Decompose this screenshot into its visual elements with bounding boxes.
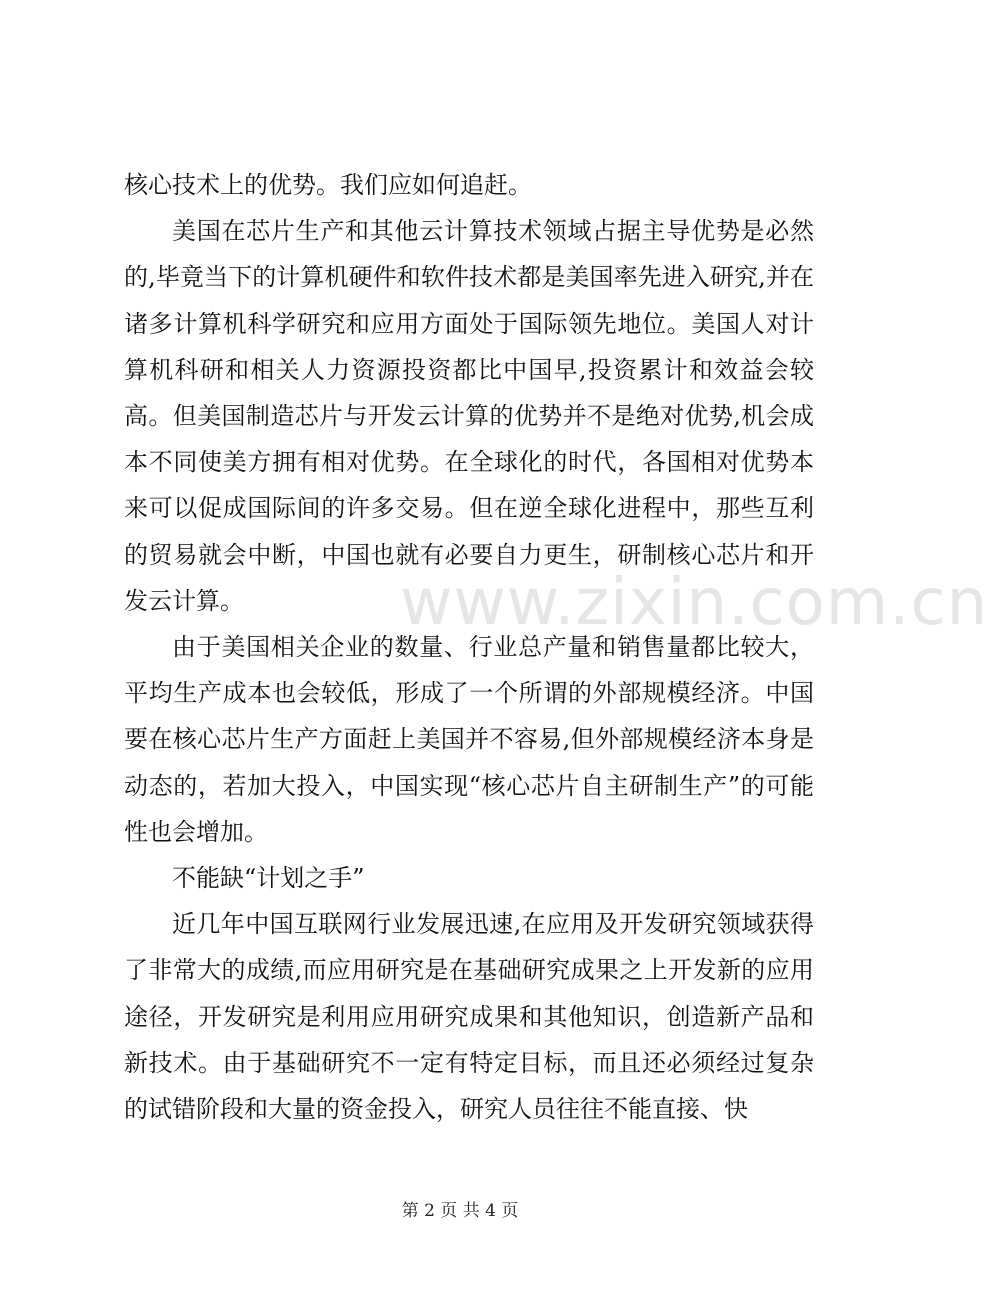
paragraph-1: 核心技术上的优势。我们应如何追赶。 <box>124 171 532 199</box>
section-heading: 不能缺“计划之手” <box>172 864 365 893</box>
paragraph-3: 由于美国相关企业的数量、行业总产量和销售量都比较大，平均生产成本也会较低，形成了一个所谓的外部规模经济。中国要在核心芯片生产方面赶上美国并不容易,但外部规模经济本身是动态的，若加大投入，中国实现“核心芯片自主研制生产”的可能性也会增加。 <box>124 633 814 846</box>
document-body <box>124 162 988 1132</box>
paragraph-4: 近几年中国互联网行业发展迅速,在应用及开发研究领域获得了非常大的成绩,而应用研究是在基础研究成果之上开发新的应用途径，开发研究是利用应用研究成果和其他知识，创造新产品和新技术。由于基础研究不一定有特定目标，而且还必须经过复杂的试错阶段和大量的资金投入，研究人员往往不能直接、快 <box>124 910 814 1124</box>
page-number-footer: 第 2 页 共 4 页 <box>401 1201 519 1221</box>
watermark: www.zixin.com.cn <box>400 566 988 640</box>
paragraph-2: 美国在芯片生产和其他云计算技术领域占据主导优势是必然的,毕竟当下的计算机硬件和软件技术都是美国率先进入研究,并在诸多计算机科学研究和应用方面处于国际领先地位。美国人对计算机科研和相关人力资源投资都比中国早,投资累计和效益会较高。但美国制造芯片与开发云计算的优势并不是绝对优势,机会成本不同使美方拥有相对优势。在全球化的时代，各国相对优势本来可以促成国际间的许多交易。但在逆全球化进程中，那些互利的贸易就会中断，中国也就有必要自力更生，研制核心芯片和开发云计算。 <box>124 217 814 615</box>
